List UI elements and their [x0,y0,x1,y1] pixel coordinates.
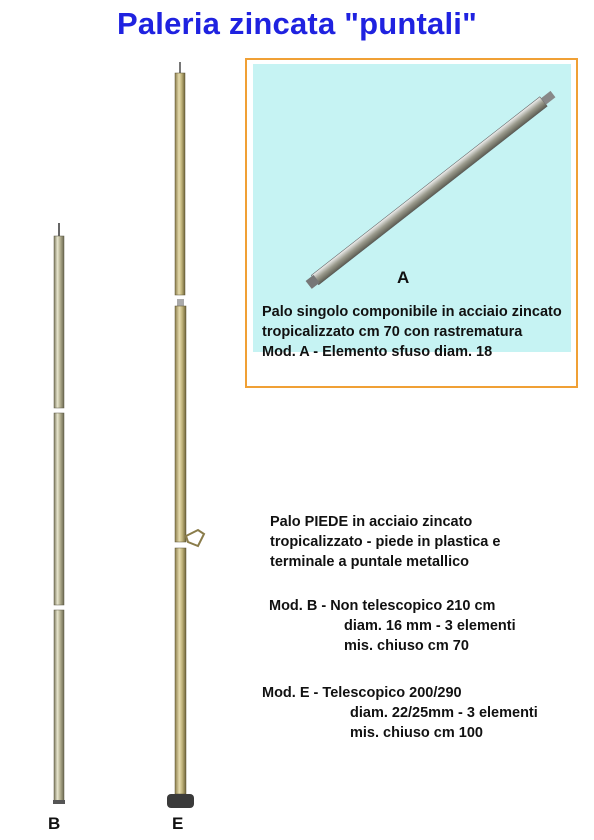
piede-line-3: terminale a puntale metallico [270,554,470,570]
page-title: Paleria zincata "puntali" [116,6,477,41]
piede-description [270,512,500,572]
model-a-panel [245,58,578,388]
pole-label-e: E [172,814,184,833]
model-e-line-3: mis. chiuso cm 100 [350,725,483,741]
piede-line-1: Palo PIEDE in acciaio zincato [270,514,473,530]
model-b-spec [269,596,516,656]
model-e-spec [262,683,538,743]
pole-e [167,62,204,808]
model-e-line-2: diam. 22/25mm - 3 elementi [350,705,538,721]
model-a-line: Mod. A - Elemento sfuso diam. 18 [262,344,493,360]
pole-b [53,223,65,804]
model-e-line-1: Mod. E - Telescopico 200/290 [262,685,462,701]
model-b-line-3: mis. chiuso cm 70 [344,638,469,654]
model-b-line-2: diam. 16 mm - 3 elementi [344,618,516,634]
model-a-desc-text: Palo singolo componibile in acciaio zincato tropicalizzato cm 70 con rastrematura [262,304,562,340]
piede-line-2: tropicalizzato - piede in plastica e [270,534,501,550]
model-b-line-1: Mod. B - Non telescopico 210 cm [269,598,496,614]
pole-label-b: B [48,814,61,833]
model-a-description [262,302,574,362]
photo-label-a: A [397,268,410,287]
